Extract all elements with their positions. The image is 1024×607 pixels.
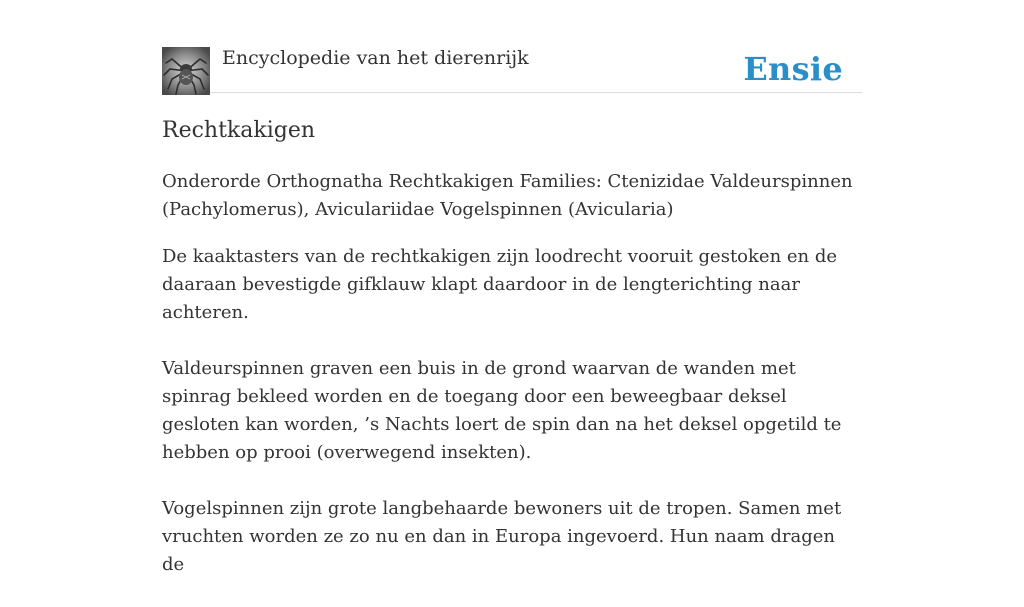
article (162, 114, 862, 607)
avatar-image (162, 47, 210, 95)
article-summary: Onderorde Orthognatha Rechtkakigen Families: Ctenizidae Valdeurspinnen (Pachylomerus), Aviculariidae Vogelspinnen (Avicularia) (162, 171, 853, 220)
article-paragraph: Vogelspinnen zijn grote langbehaarde bewoners uit de tropen. Samen met vruchten worden ze zo nu en dan in Europa ingevoerd. Hun naam dragen de (162, 498, 842, 575)
article-paragraph: De kaaktasters van de rechtkakigen zijn loodrecht vooruit gestoken en de daaraan bevestigde gifklauw klapt daardoor in de lengterichting naar achteren. (162, 246, 838, 323)
brand-logo[interactable]: Ensie (743, 50, 843, 88)
article-paragraph: Valdeurspinnen graven een buis in de grond waarvan de wanden met spinrag bekleed worden en de toegang door een beweegbaar deksel gesloten kan worden, ’s Nachts loert de spin dan na het deksel opgetild te hebben op prooi (overwegend insekten). (162, 358, 842, 463)
source-title[interactable]: Encyclopedie van het dierenrijk (222, 47, 529, 69)
spider-illustration-icon[interactable] (162, 47, 210, 95)
header (162, 46, 862, 93)
article-body (162, 243, 862, 579)
article-title: Rechtkakigen (162, 118, 316, 143)
